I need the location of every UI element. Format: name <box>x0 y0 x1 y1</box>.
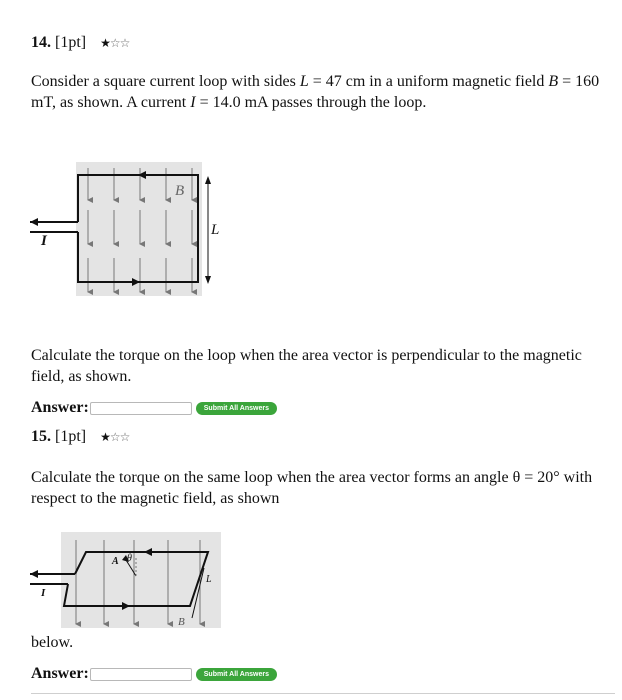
figure-label-L: L <box>211 222 220 238</box>
intro-text: = 47 cm in a uniform magnetic field <box>308 73 549 90</box>
question-14-answer-row <box>31 399 277 417</box>
figure-label-theta: θ <box>127 553 132 564</box>
question-15-text: Calculate the torque on the same loop when the area vector forms an angle θ = 20° with respect to the magnetic field, as shown <box>31 469 593 507</box>
current-arrow-icon <box>30 218 38 226</box>
question-number: 14. <box>31 34 51 51</box>
figure-label-B: B <box>178 616 185 628</box>
submit-all-answers-button[interactable]: Submit All Answers <box>196 402 277 415</box>
intro-var-B: B <box>548 73 559 90</box>
intro-text: Consider a square current loop with sides <box>31 73 300 90</box>
question-15-header <box>31 428 129 446</box>
figure-label-I: I <box>41 587 46 599</box>
star-filled-icon: ★ <box>100 36 110 50</box>
question-points: [1pt] <box>55 428 87 445</box>
length-arrow-icon <box>205 276 211 284</box>
answer-label: Answer: <box>31 399 89 416</box>
intro-var-I: I <box>190 94 196 111</box>
field-region <box>61 532 221 628</box>
figure-label-B: B <box>175 183 185 199</box>
intro-text: = 160 mT, as shown. A current <box>31 73 600 111</box>
star-empty-icon: ☆☆ <box>109 430 130 444</box>
length-arrow-icon <box>205 176 211 184</box>
intro-text: = 14.0 mA passes through the loop. <box>195 94 427 111</box>
question-14-intro <box>31 71 606 113</box>
question-14-text: Calculate the torque on the loop when the area vector is perpendicular to the magnetic field, as shown. <box>31 347 582 385</box>
answer-label: Answer: <box>31 665 89 682</box>
question-number: 15. <box>31 428 51 445</box>
star-filled-icon: ★ <box>100 430 110 444</box>
submit-all-answers-button[interactable]: Submit All Answers <box>196 668 277 681</box>
figure-label-L: L <box>206 574 212 585</box>
difficulty-stars <box>100 430 129 444</box>
intro-var-L: L <box>299 73 309 90</box>
question-14-header <box>31 34 129 52</box>
question-15-answer-row <box>31 665 277 683</box>
question-points: [1pt] <box>55 34 87 51</box>
divider <box>31 693 615 694</box>
difficulty-stars <box>100 36 129 50</box>
current-arrow-icon <box>30 570 38 578</box>
figure-label-A: A <box>112 556 119 567</box>
answer-input[interactable] <box>90 668 192 681</box>
question-15-below-text: below. <box>31 634 74 651</box>
figure-label-I: I <box>41 233 47 249</box>
square-loop-figure <box>28 160 228 300</box>
star-empty-icon: ☆☆ <box>109 36 130 50</box>
answer-input[interactable] <box>90 402 192 415</box>
tilted-loop-figure <box>28 530 223 630</box>
